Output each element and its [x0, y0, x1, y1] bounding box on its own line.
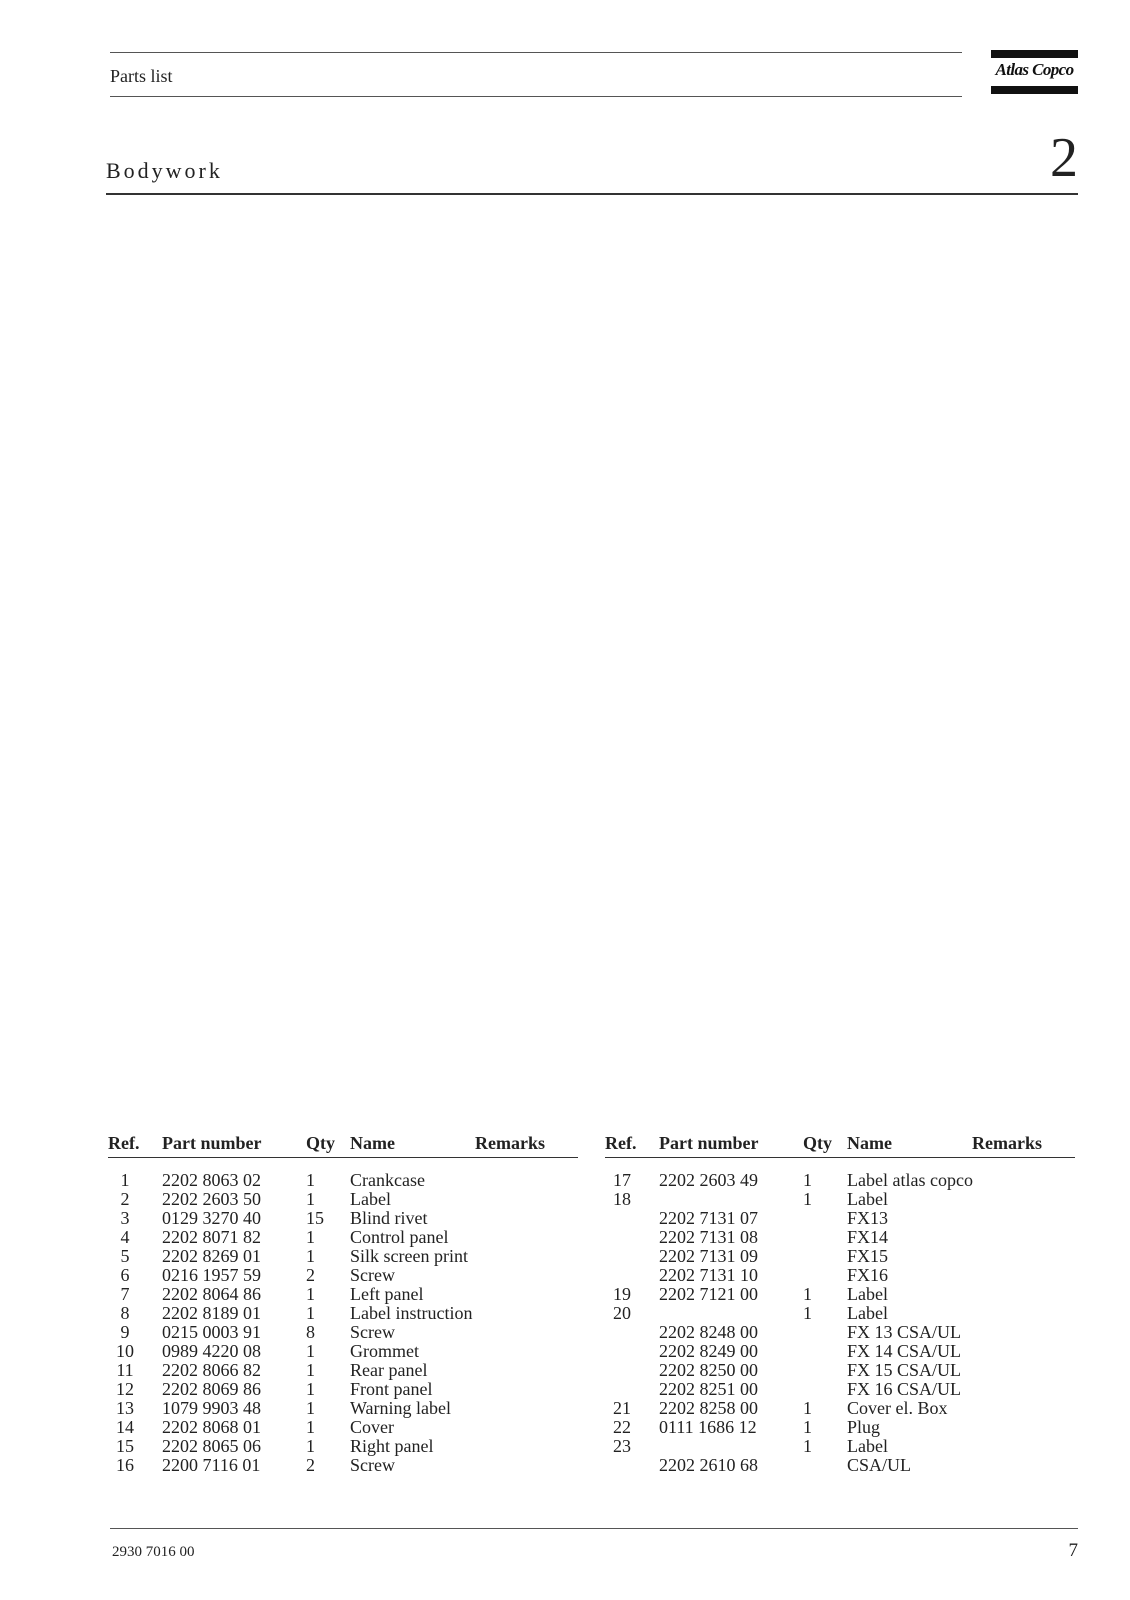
header-rule-bottom [110, 96, 962, 97]
qty-cell: 2 [306, 1455, 315, 1475]
table-row [605, 1399, 1075, 1418]
name-cell: FX14 [847, 1227, 889, 1247]
ref-cell: 4 [120, 1227, 130, 1247]
table-header [605, 1133, 1075, 1158]
table-body [605, 1158, 1075, 1475]
table-row [605, 1380, 1075, 1399]
part-number-cell: 2202 8069 86 [162, 1379, 261, 1399]
col-qty-header: Qty [306, 1133, 335, 1153]
name-cell: CSA/UL [847, 1455, 912, 1475]
part-number-cell: 2202 8066 82 [162, 1360, 261, 1380]
part-number-cell: 0111 1686 12 [659, 1417, 757, 1437]
col-remarks-header: Remarks [972, 1133, 1042, 1153]
ref-cell: 5 [120, 1246, 130, 1266]
part-number-cell: 2202 7131 08 [659, 1227, 758, 1247]
qty-cell: 1 [306, 1379, 315, 1399]
header-rule-top [110, 52, 962, 53]
qty-cell: 2 [306, 1265, 315, 1285]
ref-cell: 22 [613, 1417, 631, 1437]
ref-cell: 23 [613, 1436, 631, 1456]
ref-cell: 19 [613, 1284, 631, 1304]
name-cell: Right panel [350, 1436, 434, 1456]
qty-cell: 1 [803, 1170, 812, 1190]
part-number-cell: 2202 7121 00 [659, 1284, 758, 1304]
part-number-cell: 2202 7131 10 [659, 1265, 758, 1285]
part-number-cell: 2202 8248 00 [659, 1322, 758, 1342]
table-header [108, 1133, 578, 1158]
ref-cell: 18 [613, 1189, 631, 1209]
col-qty-header: Qty [803, 1133, 832, 1153]
part-number-cell: 2202 8269 01 [162, 1246, 261, 1266]
name-cell: FX16 [847, 1265, 889, 1285]
table-row [605, 1285, 1075, 1304]
name-cell: FX 16 CSA/UL [847, 1379, 962, 1399]
name-cell: Screw [350, 1322, 395, 1342]
table-body [108, 1158, 578, 1475]
qty-cell: 1 [306, 1341, 315, 1361]
part-number-cell: 2202 7131 07 [659, 1208, 758, 1228]
page-number: 7 [1068, 1540, 1078, 1561]
table-row [108, 1456, 578, 1475]
section-rule [106, 193, 1078, 195]
name-cell: FX 15 CSA/UL [847, 1360, 962, 1380]
name-cell: Rear panel [350, 1360, 428, 1380]
name-cell: Left panel [350, 1284, 424, 1304]
qty-cell: 1 [803, 1436, 812, 1456]
name-cell: Cover [350, 1417, 394, 1437]
qty-cell: 8 [306, 1322, 315, 1342]
name-cell: Silk screen print [350, 1246, 468, 1266]
ref-cell: 15 [116, 1436, 134, 1456]
name-cell: Label [847, 1303, 888, 1323]
table-row [605, 1437, 1075, 1456]
qty-cell: 15 [306, 1208, 324, 1228]
qty-cell: 1 [803, 1303, 812, 1323]
ref-cell: 21 [613, 1398, 631, 1418]
qty-cell: 1 [306, 1436, 315, 1456]
part-number-cell: 0215 0003 91 [162, 1322, 261, 1342]
qty-cell: 1 [306, 1284, 315, 1304]
part-number-cell: 2202 2603 50 [162, 1189, 261, 1209]
qty-cell: 1 [306, 1246, 315, 1266]
parts-table-right [605, 1133, 1075, 1475]
part-number-cell: 2202 8250 00 [659, 1360, 758, 1380]
ref-cell: 16 [116, 1455, 134, 1475]
header-title: Parts list [110, 66, 173, 86]
table-row [605, 1304, 1075, 1323]
name-cell: Label [847, 1284, 888, 1304]
name-cell: Crankcase [350, 1170, 425, 1190]
qty-cell: 1 [306, 1170, 315, 1190]
col-name-header: Name [847, 1133, 892, 1153]
name-cell: Label [847, 1189, 888, 1209]
table-row [108, 1190, 578, 1209]
table-row [108, 1380, 578, 1399]
table-row [605, 1342, 1075, 1361]
footer-rule [110, 1528, 1078, 1529]
table-row [605, 1418, 1075, 1437]
ref-cell: 8 [120, 1303, 130, 1323]
table-row [605, 1171, 1075, 1190]
qty-cell: 1 [306, 1189, 315, 1209]
name-cell: FX 13 CSA/UL [847, 1322, 962, 1342]
name-cell: Label [847, 1436, 888, 1456]
table-row [605, 1228, 1075, 1247]
name-cell: Warning label [350, 1398, 452, 1418]
section-number: 2 [1050, 127, 1078, 189]
part-number-cell: 2202 8251 00 [659, 1379, 758, 1399]
col-name-header: Name [350, 1133, 395, 1153]
table-row [108, 1437, 578, 1456]
part-number-cell: 2202 2603 49 [659, 1170, 758, 1190]
table-row [108, 1418, 578, 1437]
name-cell: Blind rivet [350, 1208, 428, 1228]
table-row [108, 1171, 578, 1190]
qty-cell: 1 [306, 1360, 315, 1380]
parts-table-left [108, 1133, 578, 1475]
table-row [605, 1456, 1075, 1475]
table-row [108, 1209, 578, 1228]
part-number-cell: 2202 2610 68 [659, 1455, 758, 1475]
qty-cell: 1 [803, 1189, 812, 1209]
part-number-cell: 2202 7131 09 [659, 1246, 758, 1266]
ref-cell: 6 [120, 1265, 130, 1285]
name-cell: Front panel [350, 1379, 433, 1399]
qty-cell: 1 [803, 1417, 812, 1437]
ref-cell: 20 [613, 1303, 631, 1323]
col-part-header: Part number [162, 1133, 262, 1153]
part-number-cell: 2202 8258 00 [659, 1398, 758, 1418]
name-cell: Control panel [350, 1227, 449, 1247]
table-row [108, 1304, 578, 1323]
part-number-cell: 2202 8071 82 [162, 1227, 261, 1247]
ref-cell: 17 [613, 1170, 631, 1190]
ref-cell: 2 [120, 1189, 130, 1209]
table-row [605, 1190, 1075, 1209]
atlas-copco-logo [991, 50, 1078, 94]
name-cell: Cover el. Box [847, 1398, 948, 1418]
part-number-cell: 0129 3270 40 [162, 1208, 261, 1228]
table-row [108, 1266, 578, 1285]
name-cell: Label atlas copco [847, 1170, 973, 1190]
col-part-header: Part number [659, 1133, 759, 1153]
table-row [108, 1342, 578, 1361]
part-number-cell: 2202 8068 01 [162, 1417, 261, 1437]
part-number-cell: 2202 8064 86 [162, 1284, 261, 1304]
logo-bar-bottom [991, 86, 1078, 94]
ref-cell: 12 [116, 1379, 134, 1399]
part-number-cell: 2202 8063 02 [162, 1170, 261, 1190]
ref-cell: 3 [120, 1208, 130, 1228]
table-row [108, 1228, 578, 1247]
logo-wordmark: Atlas Copco [995, 60, 1074, 79]
logo-bar-top [991, 50, 1078, 58]
name-cell: Screw [350, 1265, 395, 1285]
part-number-cell: 2202 8065 06 [162, 1436, 261, 1456]
col-ref-header: Ref. [108, 1133, 140, 1153]
table-row [605, 1323, 1075, 1342]
table-row [605, 1209, 1075, 1228]
qty-cell: 1 [306, 1417, 315, 1437]
qty-cell: 1 [803, 1398, 812, 1418]
table-row [108, 1285, 578, 1304]
qty-cell: 1 [306, 1303, 315, 1323]
ref-cell: 11 [116, 1360, 134, 1380]
name-cell: Grommet [350, 1341, 419, 1361]
table-row [605, 1266, 1075, 1285]
ref-cell: 9 [120, 1322, 130, 1342]
table-row [108, 1247, 578, 1266]
ref-cell: 1 [120, 1170, 130, 1190]
section-title: Bodywork [106, 158, 223, 183]
qty-cell: 1 [306, 1227, 315, 1247]
part-number-cell: 0216 1957 59 [162, 1265, 261, 1285]
table-row [108, 1323, 578, 1342]
name-cell: FX15 [847, 1246, 889, 1266]
name-cell: FX13 [847, 1208, 889, 1228]
name-cell: Label [350, 1189, 391, 1209]
table-row [605, 1361, 1075, 1380]
qty-cell: 1 [803, 1284, 812, 1304]
name-cell: Screw [350, 1455, 395, 1475]
col-ref-header: Ref. [605, 1133, 637, 1153]
name-cell: Label instruction [350, 1303, 473, 1323]
document-number: 2930 7016 00 [112, 1544, 195, 1560]
ref-cell: 13 [116, 1398, 134, 1418]
ref-cell: 14 [116, 1417, 134, 1437]
name-cell: Plug [847, 1417, 881, 1437]
part-number-cell: 2202 8189 01 [162, 1303, 261, 1323]
table-row [108, 1399, 578, 1418]
table-row [605, 1247, 1075, 1266]
name-cell: FX 14 CSA/UL [847, 1341, 962, 1361]
part-number-cell: 2200 7116 01 [162, 1455, 261, 1475]
ref-cell: 10 [116, 1341, 134, 1361]
col-remarks-header: Remarks [475, 1133, 545, 1153]
part-number-cell: 0989 4220 08 [162, 1341, 261, 1361]
part-number-cell: 1079 9903 48 [162, 1398, 261, 1418]
qty-cell: 1 [306, 1398, 315, 1418]
ref-cell: 7 [120, 1284, 130, 1304]
table-row [108, 1361, 578, 1380]
part-number-cell: 2202 8249 00 [659, 1341, 758, 1361]
